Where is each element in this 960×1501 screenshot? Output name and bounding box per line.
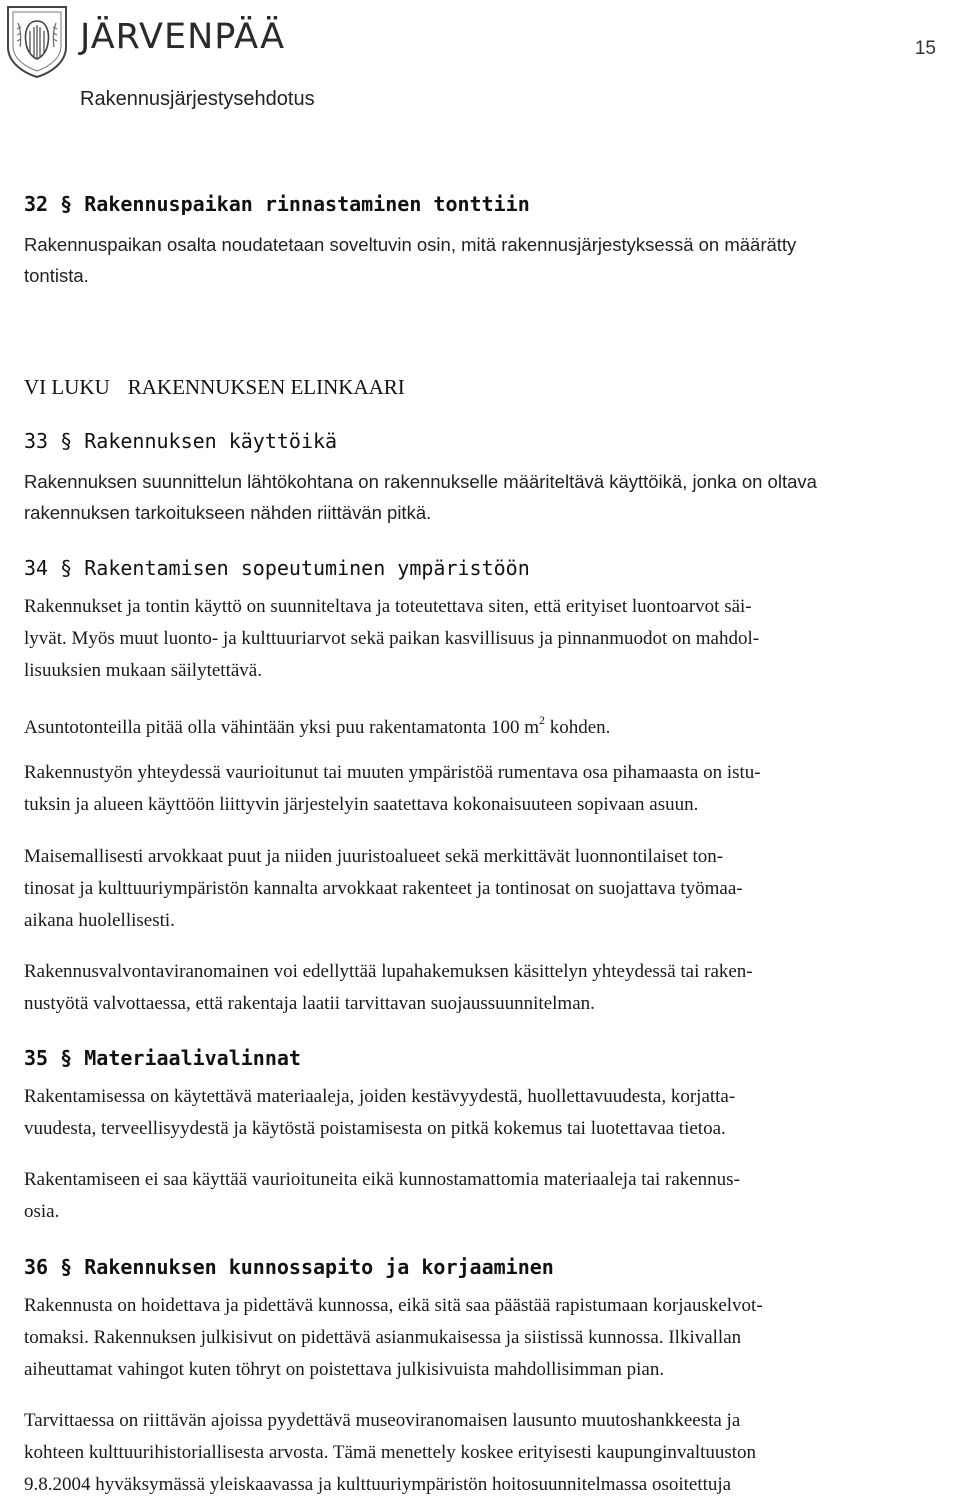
- section-title: Rakennuspaikan rinnastaminen tonttiin: [84, 192, 530, 216]
- section-symbol: §: [60, 1046, 73, 1070]
- section-34-paragraph-2: [24, 704, 610, 744]
- section-title: Rakennuksen käyttöikä: [84, 429, 338, 453]
- text-line: Rakennuksen suunnittelun lähtökohtana on rakennukselle määriteltävä käyttöikä, jonka on oltava: [24, 471, 817, 492]
- section-number: 33: [24, 429, 49, 453]
- text-line: aikana huolellisesti.: [24, 910, 175, 931]
- section-36-paragraph-1: [24, 1290, 763, 1386]
- brand-wordmark: JÄRVENPÄÄ: [80, 17, 286, 57]
- chapter-label: VI LUKU: [24, 375, 110, 399]
- text-line: tinosat ja kulttuuriympäristön kannalta arvokkaat rakenteet ja tontinosat on suojattava työmaa-: [24, 878, 743, 899]
- section-35-paragraph-1: [24, 1081, 735, 1145]
- document-subtitle: Rakennusjärjestysehdotus: [80, 88, 315, 110]
- section-number: 34: [24, 556, 49, 580]
- section-symbol: §: [60, 192, 73, 216]
- text-line: Tarvittaessa on riittävän ajoissa pyydettävä museoviranomaisen lausunto muutoshankkeesta ja: [24, 1410, 741, 1431]
- text-line: Rakentamiseen ei saa käyttää vaurioituneita eikä kunnostamattomia materiaaleja tai rakennus-: [24, 1169, 740, 1190]
- text-line: lisuuksien mukaan säilytettävä.: [24, 660, 262, 681]
- section-34-heading: [24, 554, 530, 582]
- section-34-paragraph-4: [24, 841, 743, 937]
- text-line: osia.: [24, 1201, 60, 1222]
- text-line: tuksin ja alueen käyttöön liittyvin järjestelyin saatettava kokonaisuuteen sopivaan asuun.: [24, 794, 699, 815]
- text-line: Rakennuspaikan osalta noudatetaan soveltuvin osin, mitä rakennusjärjestyksessä on määrätty: [24, 234, 797, 255]
- section-32-paragraph: [24, 229, 796, 291]
- text-line: nustyötä valvottaessa, että rakentaja laatii tarvittavan suojaussuunnitelman.: [24, 993, 595, 1014]
- section-number: 32: [24, 192, 49, 216]
- superscript: 2: [539, 713, 545, 727]
- text-line: Maisemallisesti arvokkaat puut ja niiden juuristoalueet sekä merkittävät luonnontilaiset ton-: [24, 846, 724, 867]
- jarvenpaa-coat-of-arms-logo: [4, 3, 70, 79]
- section-symbol: §: [60, 1255, 73, 1279]
- text-line: Rakennukset ja tontin käyttö on suunniteltava ja toteutettava siten, että erityiset luontoarvot säi-: [24, 596, 752, 617]
- section-symbol: §: [60, 429, 73, 453]
- section-36-paragraph-2: [24, 1405, 756, 1501]
- section-34-paragraph-5: [24, 956, 753, 1020]
- text-fragment: Asuntotonteilla pitää olla vähintään yksi puu rakentamatonta 100 m: [24, 717, 539, 738]
- text-line: rakennuksen tarkoitukseen nähden riittävän pitkä.: [24, 502, 432, 523]
- section-33-heading: [24, 427, 337, 455]
- text-line: Rakentamisessa on käytettävä materiaaleja, joiden kestävyydestä, huollettavuudesta, korjatta-: [24, 1086, 736, 1107]
- section-title: Materiaalivalinnat: [84, 1046, 301, 1070]
- section-35-paragraph-2: [24, 1164, 740, 1228]
- section-32-heading: [24, 190, 530, 218]
- text-line: aiheuttamat vahingot kuten töhryt on poistettava julkisivuista mahdollisimman pian.: [24, 1359, 665, 1380]
- text-line: kohteen kulttuurihistoriallisesta arvosta. Tämä menettely koskee erityisesti kaupunginvaltuuston: [24, 1442, 757, 1463]
- section-number: 36: [24, 1255, 49, 1279]
- page-number: 15: [914, 38, 936, 59]
- section-36-heading: [24, 1253, 554, 1281]
- text-line: Rakennusta on hoidettava ja pidettävä kunnossa, eikä sitä saa päästää rapistumaan korjauskelvot-: [24, 1295, 763, 1316]
- text-line: 9.8.2004 hyväksymässä yleiskaavassa ja kulttuuriympäristön hoitosuunnitelmassa osoitettuja: [24, 1474, 732, 1495]
- text-line: vuudesta, terveellisyydestä ja käytöstä poistamisesta on pitkä kokemus tai luotettavaa tietoa.: [24, 1118, 726, 1139]
- section-number: 35: [24, 1046, 49, 1070]
- text-line: tomaksi. Rakennuksen julkisivut on pidettävä asianmukaisessa ja siistissä kunnossa. Ilkivallan: [24, 1327, 742, 1348]
- text-fragment: kohden.: [545, 717, 611, 738]
- text-line: tontista.: [24, 265, 89, 286]
- text-line: Rakennustyön yhteydessä vaurioitunut tai muuten ympäristöä rumentava osa pihamaasta on istu-: [24, 762, 761, 783]
- section-35-heading: [24, 1044, 301, 1072]
- section-title: Rakennuksen kunnossapito ja korjaaminen: [84, 1255, 554, 1279]
- section-symbol: §: [60, 556, 73, 580]
- section-34-paragraph-3: [24, 757, 761, 821]
- text-line: Rakennusvalvontaviranomainen voi edellyttää lupahakemuksen käsittelyn yhteydessä tai raken-: [24, 961, 753, 982]
- chapter-heading: [24, 375, 405, 400]
- section-33-paragraph: [24, 466, 817, 528]
- section-34-paragraph-1: [24, 591, 759, 687]
- text-line: lyvät. Myös muut luonto- ja kulttuuriarvot sekä paikan kasvillisuus ja pinnanmuodot on mahdol-: [24, 628, 760, 649]
- chapter-title: RAKENNUKSEN ELINKAARI: [127, 375, 405, 399]
- section-title: Rakentamisen sopeutuminen ympäristöön: [84, 556, 530, 580]
